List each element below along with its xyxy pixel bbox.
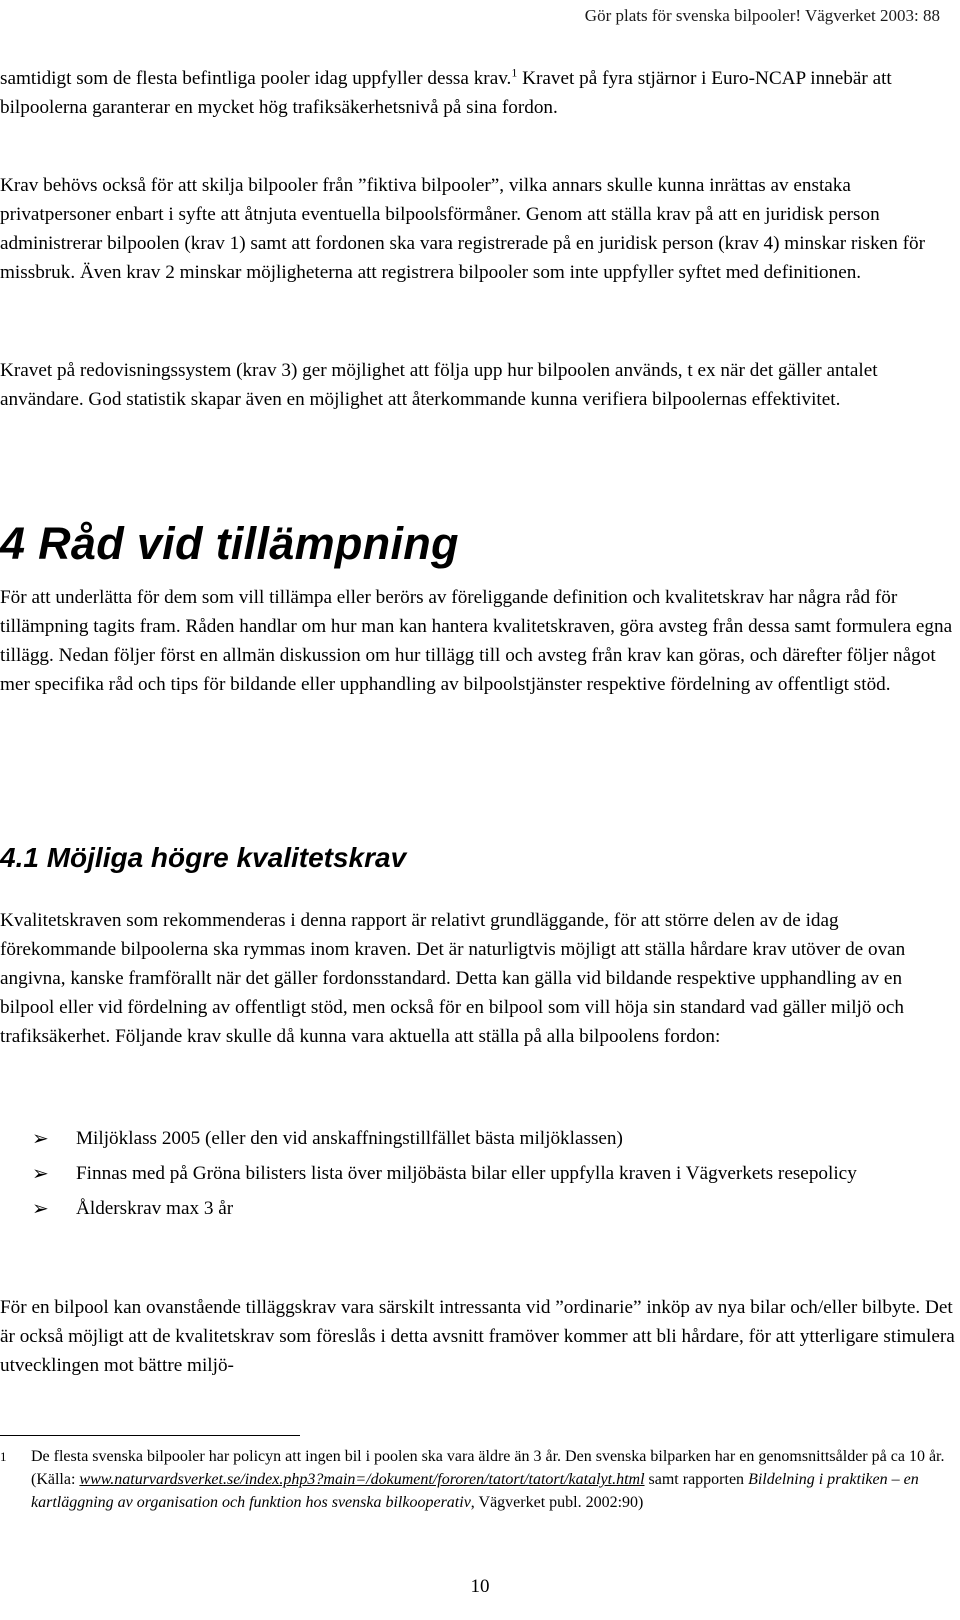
source-link[interactable]: www.naturvardsverket.se/index.php3?main=/dokument/fororen/tatort/tatort/katalyt.html <box>79 1471 645 1488</box>
footnote-divider <box>0 1435 300 1436</box>
paragraph-1-text-a: samtidigt som de flesta befintliga pooler idag uppfyller dessa krav. <box>0 68 512 89</box>
paragraph-3: Kravet på redovisningssystem (krav 3) ger möjlighet att följa upp hur bilpoolen används, t ex när det gäller antalet användare. God statistik skapar även en möjlighet att återkommande kunna verifiera bilpoolernas effektivitet. <box>0 360 878 410</box>
section-heading-4: 4 Råd vid tillämpning <box>0 518 459 569</box>
requirements-list <box>0 1124 958 1229</box>
report-title: Bildelning i praktiken – en kartläggning av organisation och funktion hos svenska bilkooperativ <box>31 1471 919 1511</box>
paragraph-1-text-b: Kravet på fyra stjärnor i Euro-NCAP innebär att bilpoolerna garanterar en mycket hög trafiksäkerhetsnivå på sina fordon. <box>0 68 892 118</box>
list-item <box>0 1124 958 1153</box>
list-item-text: Finnas med på Gröna bilisters lista över miljöbästa bilar eller uppfylla kraven i Vägverkets resepolicy <box>76 1163 857 1184</box>
paragraph-5: Kvalitetskraven som rekommenderas i denna rapport är relativt grundläggande, för att större delen av de idag förekommande bilpoolerna ska rymmas inom kraven. Det är naturligtvis möjligt att ställa hårdare krav utöver de ovan angivna, kanske framförallt när det gäller fordonsstandard. Detta kan gälla vid bildande respektive upphandling av en bilpool eller vid fördelning av offentligt stöd, men också för en bilpool som vill höja sin standard vad gäller miljö och trafiksäkerhet. Följande krav skulle då kunna vara aktuella att ställa på alla bilpoolens fordon: <box>0 910 906 1047</box>
list-item-text: Ålderskrav max 3 år <box>76 1198 234 1219</box>
paragraph-2: Krav behövs också för att skilja bilpooler från ”fiktiva bilpooler”, vilka annars skulle kunna inrättas av enstaka privatpersoner enbart i syfte att åtnjuta eventuella bilpoolsförmåner. Genom att ställa krav på att en juridisk person administrerar bilpoolen (krav 1) samt att fordonen ska vara registrerade på en juridisk person (krav 4) minskar risken för missbruk. Även krav 2 minskar möjligheterna att registrera bilpooler som inte uppfyller syftet med definitionen. <box>0 175 925 283</box>
paragraph-1 <box>0 64 958 122</box>
list-item-text: Miljöklass 2005 (eller den vid anskaffningstillfället bästa miljöklassen) <box>76 1128 623 1149</box>
list-item <box>0 1159 958 1188</box>
subsection-heading-4-1: 4.1 Möjliga högre kvalitetskrav <box>0 842 407 873</box>
arrow-bullet-icon: ➢ <box>32 1126 49 1150</box>
footnote-text-a: De flesta svenska bilpooler har policyn att ingen bil i poolen ska vara äldre än 3 år. Den svenska bilparken har en genomsnittsålder på ca 10 år. (Källa: <box>31 1448 945 1488</box>
paragraph-6: För en bilpool kan ovanstående tilläggskrav vara särskilt intressanta vid ”ordinarie” inköp av nya bilar och/eller bilbyte. Det är också möjligt att de kvalitetskrav som föreslås i detta avsnitt framöver kommer att bli hårdare, för att ytterligare stimulera utvecklingen mot bättre miljö- <box>0 1297 955 1376</box>
page-number: 10 <box>470 1576 490 1597</box>
paragraph-4: För att underlätta för dem som vill tillämpa eller berörs av föreliggande definition och kvalitetskrav har några råd för tillämpning tagits fram. Råden handlar om hur man kan hantera kvalitetskraven, göra avsteg från dessa samt formulera egna tillägg. Nedan följer först en allmän diskussion om hur tillägg till och avsteg från krav kan göras, och därefter följer något mer specifika råd och tips för bildande eller upphandling av bilpoolstjänster respektive fördelning av offentligt stöd. <box>0 587 953 695</box>
footnote-reference[interactable]: 1 <box>511 65 518 80</box>
running-head: Gör plats för svenska bilpooler! Vägverket 2003: 88 <box>584 6 940 25</box>
list-item <box>0 1194 958 1223</box>
footnote-text-b: samt rapporten <box>644 1471 749 1488</box>
arrow-bullet-icon: ➢ <box>32 1161 49 1185</box>
footnote-mark: 1 <box>0 1449 7 1464</box>
footnote-text <box>31 1445 956 1514</box>
footnote-text-c: , Vägverket publ. 2002:90) <box>470 1494 644 1511</box>
arrow-bullet-icon: ➢ <box>32 1196 49 1220</box>
